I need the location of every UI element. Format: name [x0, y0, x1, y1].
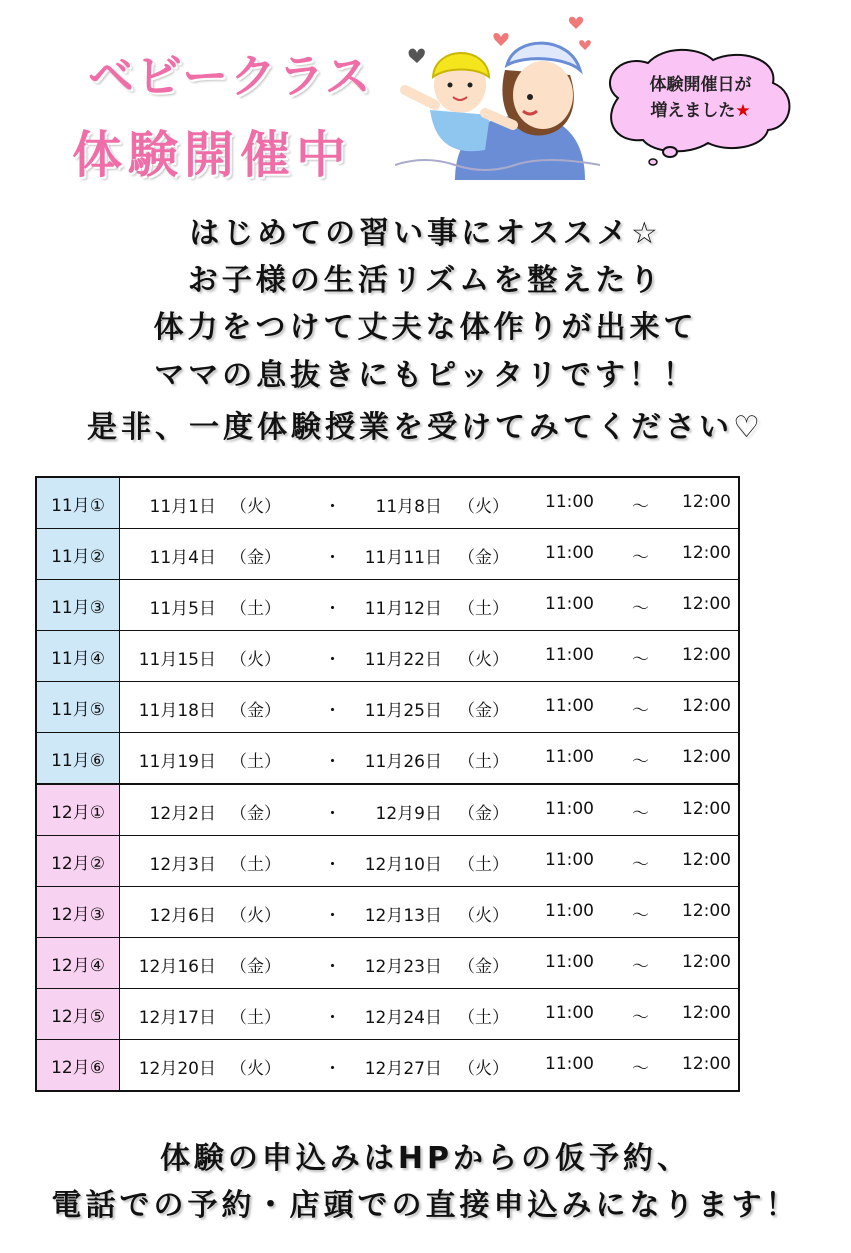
- first-weekday: （土）: [230, 855, 281, 875]
- schedule-row: [36, 887, 739, 938]
- session-dates: [120, 887, 740, 938]
- schedule-row: [36, 784, 739, 836]
- session-label: 12月①: [36, 784, 120, 836]
- schedule-row: [36, 733, 739, 785]
- first-date: 12月16日: [138, 957, 216, 977]
- second-weekday: （金）: [458, 804, 509, 824]
- date-separator: ・: [324, 804, 341, 824]
- session-label: 11月④: [36, 631, 120, 682]
- date-separator: ・: [324, 1059, 341, 1079]
- schedule-row: [36, 529, 739, 580]
- intro-line-3: 体力をつけて丈夫な体作りが出来て: [153, 310, 698, 345]
- end-time: 12:00: [682, 1003, 731, 1023]
- second-weekday: （土）: [458, 1008, 509, 1028]
- second-date: 11月12日: [364, 599, 442, 619]
- date-separator: ・: [324, 548, 341, 568]
- second-weekday: （火）: [458, 650, 509, 670]
- date-separator: ・: [324, 701, 341, 721]
- schedule-row: [36, 682, 739, 733]
- session-dates: [120, 477, 740, 529]
- mother-baby-swim-illustration: [395, 15, 600, 185]
- date-separator: ・: [324, 650, 341, 670]
- session-label: 12月④: [36, 938, 120, 989]
- first-weekday: （火）: [230, 1059, 281, 1079]
- outro-line-2: 電話での予約・店頭での直接申込みになります！: [51, 1188, 800, 1223]
- session-dates: [120, 784, 740, 836]
- session-label: 12月②: [36, 836, 120, 887]
- first-weekday: （金）: [230, 701, 281, 721]
- schedule-row: [36, 631, 739, 682]
- end-time: 12:00: [682, 645, 731, 665]
- first-weekday: （金）: [230, 548, 281, 568]
- second-weekday: （土）: [458, 855, 509, 875]
- first-date: 11月19日: [138, 752, 216, 772]
- time-separator: ～: [632, 1008, 649, 1028]
- first-weekday: （土）: [230, 1008, 281, 1028]
- second-date: 12月27日: [364, 1059, 442, 1079]
- start-time: 11:00: [545, 901, 594, 921]
- time-separator: ～: [632, 906, 649, 926]
- second-weekday: （土）: [458, 599, 509, 619]
- date-separator: ・: [324, 752, 341, 772]
- outro-line-1: 体験の申込みはHPからの仮予約、: [159, 1141, 692, 1176]
- first-weekday: （土）: [230, 752, 281, 772]
- second-date: 11月22日: [364, 650, 442, 670]
- bubble-line-2: 増えました★: [650, 101, 751, 121]
- end-time: 12:00: [682, 952, 731, 972]
- start-time: 11:00: [545, 850, 594, 870]
- first-date: 11月18日: [138, 701, 216, 721]
- time-separator: ～: [632, 855, 649, 875]
- time-separator: ～: [632, 752, 649, 772]
- session-dates: [120, 938, 740, 989]
- schedule-row: [36, 989, 739, 1040]
- time-separator: ～: [632, 548, 649, 568]
- second-date: 11月11日: [364, 548, 442, 568]
- first-weekday: （土）: [230, 599, 281, 619]
- first-date: 11月5日: [149, 599, 216, 619]
- end-time: 12:00: [682, 543, 731, 563]
- session-label: 12月⑤: [36, 989, 120, 1040]
- start-time: 11:00: [545, 594, 594, 614]
- second-weekday: （火）: [458, 1059, 509, 1079]
- start-time: 11:00: [545, 799, 594, 819]
- session-dates: [120, 682, 740, 733]
- session-dates: [120, 836, 740, 887]
- time-separator: ～: [632, 650, 649, 670]
- start-time: 11:00: [545, 1003, 594, 1023]
- second-date: 11月25日: [364, 701, 442, 721]
- schedule-row: [36, 938, 739, 989]
- second-weekday: （火）: [458, 906, 509, 926]
- second-date: 12月13日: [364, 906, 442, 926]
- second-weekday: （火）: [458, 497, 509, 517]
- end-time: 12:00: [682, 799, 731, 819]
- start-time: 11:00: [545, 645, 594, 665]
- first-weekday: （金）: [230, 957, 281, 977]
- session-dates: [120, 1040, 740, 1092]
- intro-line-5: 是非、一度体験授業を受けてみてください♡: [87, 410, 764, 445]
- session-label: 11月③: [36, 580, 120, 631]
- session-dates: [120, 989, 740, 1040]
- intro-line-2: お子様の生活リズムを整えたり: [187, 263, 664, 298]
- first-date: 12月17日: [138, 1008, 216, 1028]
- schedule-table: [35, 476, 740, 1092]
- intro-line-1: はじめての習い事にオススメ☆: [189, 216, 662, 251]
- second-date: 12月10日: [364, 855, 442, 875]
- session-label: 11月⑥: [36, 733, 120, 785]
- first-date: 12月20日: [138, 1059, 216, 1079]
- session-dates: [120, 631, 740, 682]
- end-time: 12:00: [682, 696, 731, 716]
- schedule-row: [36, 1040, 739, 1092]
- time-separator: ～: [632, 1059, 649, 1079]
- second-date: 11月8日: [375, 497, 442, 517]
- second-date: 12月24日: [364, 1008, 442, 1028]
- end-time: 12:00: [682, 747, 731, 767]
- first-date: 12月3日: [149, 855, 216, 875]
- second-date: 11月26日: [364, 752, 442, 772]
- intro-line-4: ママの息抜きにもピッタリです！！: [154, 358, 697, 393]
- session-label: 11月①: [36, 477, 120, 529]
- time-separator: ～: [632, 497, 649, 517]
- second-date: 12月9日: [375, 804, 442, 824]
- start-time: 11:00: [545, 492, 594, 512]
- second-weekday: （金）: [458, 701, 509, 721]
- time-separator: ～: [632, 804, 649, 824]
- first-date: 11月1日: [149, 497, 216, 517]
- first-weekday: （金）: [230, 804, 281, 824]
- first-date: 12月2日: [149, 804, 216, 824]
- first-date: 12月6日: [149, 906, 216, 926]
- time-separator: ～: [632, 957, 649, 977]
- schedule-row: [36, 477, 739, 529]
- start-time: 11:00: [545, 747, 594, 767]
- session-label: 11月⑤: [36, 682, 120, 733]
- session-dates: [120, 733, 740, 785]
- end-time: 12:00: [682, 850, 731, 870]
- session-dates: [120, 529, 740, 580]
- end-time: 12:00: [682, 1054, 731, 1074]
- end-time: 12:00: [682, 901, 731, 921]
- bubble-text: [628, 72, 773, 124]
- date-separator: ・: [324, 497, 341, 517]
- schedule-row: [36, 836, 739, 887]
- first-date: 11月4日: [149, 548, 216, 568]
- time-separator: ～: [632, 701, 649, 721]
- schedule-row: [36, 580, 739, 631]
- session-label: 12月③: [36, 887, 120, 938]
- session-label: 12月⑥: [36, 1040, 120, 1092]
- date-separator: ・: [324, 599, 341, 619]
- second-weekday: （金）: [458, 548, 509, 568]
- end-time: 12:00: [682, 594, 731, 614]
- title-line-2: 体験開催中: [72, 126, 352, 184]
- second-weekday: （金）: [458, 957, 509, 977]
- date-separator: ・: [324, 906, 341, 926]
- time-separator: ～: [632, 599, 649, 619]
- session-label: 11月②: [36, 529, 120, 580]
- end-time: 12:00: [682, 492, 731, 512]
- start-time: 11:00: [545, 952, 594, 972]
- title-line-1: ベビークラス: [88, 49, 373, 103]
- date-separator: ・: [324, 1008, 341, 1028]
- date-separator: ・: [324, 855, 341, 875]
- start-time: 11:00: [545, 696, 594, 716]
- first-weekday: （火）: [230, 906, 281, 926]
- start-time: 11:00: [545, 1054, 594, 1074]
- bubble-line-1: 体験開催日が: [649, 75, 752, 95]
- start-time: 11:00: [545, 543, 594, 563]
- session-dates: [120, 580, 740, 631]
- first-date: 11月15日: [138, 650, 216, 670]
- first-weekday: （火）: [230, 650, 281, 670]
- second-date: 12月23日: [364, 957, 442, 977]
- star-icon: ★: [735, 101, 751, 121]
- first-weekday: （火）: [230, 497, 281, 517]
- second-weekday: （土）: [458, 752, 509, 772]
- date-separator: ・: [324, 957, 341, 977]
